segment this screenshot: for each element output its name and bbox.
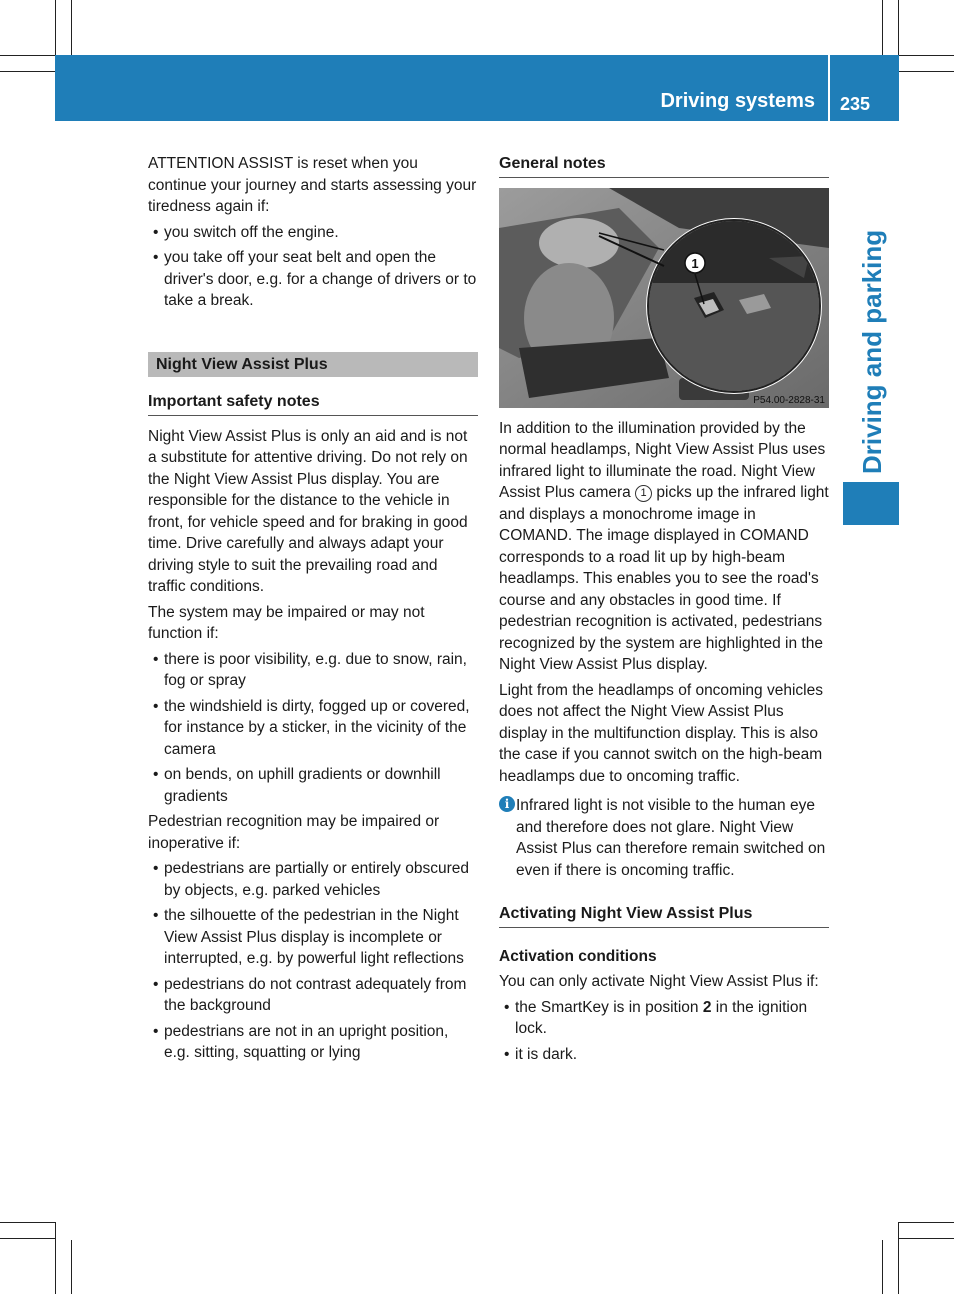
- crop-mark: [899, 55, 954, 56]
- crop-mark: [898, 0, 899, 55]
- camera-illustration: [499, 188, 829, 408]
- crop-mark: [71, 1240, 72, 1294]
- pedestrian-intro: Pedestrian recognition may be impaired or inoperative if:: [148, 813, 440, 852]
- crop-mark: [899, 71, 954, 72]
- figure-code: P54.00-2828-31: [753, 394, 825, 406]
- header-divider: [828, 55, 830, 121]
- intro-paragraph: ATTENTION ASSIST is reset when you continue your journey and starts assessing your tiredness again if:: [148, 155, 477, 215]
- right-column: [499, 153, 829, 1069]
- camera-figure: [499, 188, 829, 408]
- crop-mark: [0, 71, 55, 72]
- safety-paragraph: Night View Assist Plus is only an aid and is not a substitute for attentive driving. Do not rely on the Night View Assist Plus display. You are responsible for the distance to the vehicle in front, for vehicle speed and for braking in good time. Drive carefully and always adapt your driving style to suit the prevailing road and traffic conditions.: [148, 427, 468, 595]
- list-item: • pedestrians are not in an upright position, e.g. sitting, squatting or lying: [148, 1021, 478, 1064]
- crop-mark: [55, 0, 56, 55]
- section-title: Night View Assist Plus: [148, 352, 478, 378]
- list-item: • there is poor visibility, e.g. due to snow, rain, fog or spray: [148, 649, 478, 692]
- conditions-heading: Activation conditions: [499, 947, 657, 965]
- general-notes-heading: General notes: [499, 153, 829, 178]
- list-item: • pedestrians are partially or entirely obscured by objects, e.g. parked vehicles: [148, 858, 478, 901]
- crop-mark: [71, 0, 72, 55]
- info-note: [499, 795, 829, 881]
- left-column: [148, 153, 478, 1068]
- list-item: • the silhouette of the pedestrian in the Night View Assist Plus display is incomplete or interrupted, e.g. by powerful light reflections: [148, 905, 478, 970]
- headlamp-paragraph: Light from the headlamps of oncoming vehicles does not affect the Night View Assist Plus display in the multifunction display. This is also the case if you cannot switch on the high-beam headlamps due to oncoming traffic.: [499, 681, 823, 785]
- list-item: • on bends, on uphill gradients or downhill gradients: [148, 764, 478, 807]
- list-item: • it is dark.: [499, 1044, 829, 1066]
- list-item: • pedestrians do not contrast adequately from the background: [148, 974, 478, 1017]
- callout-marker: 1: [635, 485, 652, 502]
- crop-mark: [0, 55, 55, 56]
- list-item: • the windshield is dirty, fogged up or covered, for instance by a sticker, in the vicinity of the camera: [148, 696, 478, 761]
- crop-mark: [899, 1238, 954, 1239]
- general-paragraph: In addition to the illumination provided by the normal headlamps, Night View Assist Plus uses infrared light to illuminate the road. Night View Assist Plus camera 1 picks up the infrared light and displays a monochrome image in COMAND. The image displayed in COMAND corresponds to a road lit up by high-beam headlamps. This enables you to see the road's course and any obstacles in good time. If pedestrian recognition is activated, pedestrians recognized by the system are highlighted in the Night View Assist Plus display.: [499, 419, 829, 673]
- activating-heading: Activating Night View Assist Plus: [499, 903, 829, 928]
- crop-mark: [882, 1240, 883, 1294]
- side-tab-marker: [843, 482, 899, 525]
- list-item: • you switch off the engine.: [148, 222, 478, 244]
- crop-mark: [0, 1222, 55, 1223]
- conditions-paragraph: You can only activate Night View Assist Plus if:: [499, 973, 819, 990]
- crop-mark: [898, 1222, 899, 1294]
- side-tab-label: Driving and parking: [857, 229, 887, 474]
- safety-heading: Important safety notes: [148, 391, 478, 416]
- figure-callout: 1: [691, 255, 699, 271]
- page-number: 235: [840, 94, 871, 114]
- info-icon: i: [499, 796, 515, 812]
- list-item: • the SmartKey is in position 2 in the ignition lock.: [499, 997, 829, 1040]
- list-item: • you take off your seat belt and open the driver's door, e.g. for a change of drivers or to take a break.: [148, 247, 478, 312]
- info-text: Infrared light is not visible to the human eye and therefore does not glare. Night View Assist Plus can therefore remain switched on even if there is oncoming traffic.: [516, 797, 826, 879]
- impair-intro: The system may be impaired or may not function if:: [148, 603, 425, 642]
- crop-mark: [882, 0, 883, 55]
- crop-mark: [0, 1238, 55, 1239]
- page-title: Driving systems: [660, 90, 815, 112]
- crop-mark: [55, 1222, 56, 1294]
- crop-mark: [899, 1222, 954, 1223]
